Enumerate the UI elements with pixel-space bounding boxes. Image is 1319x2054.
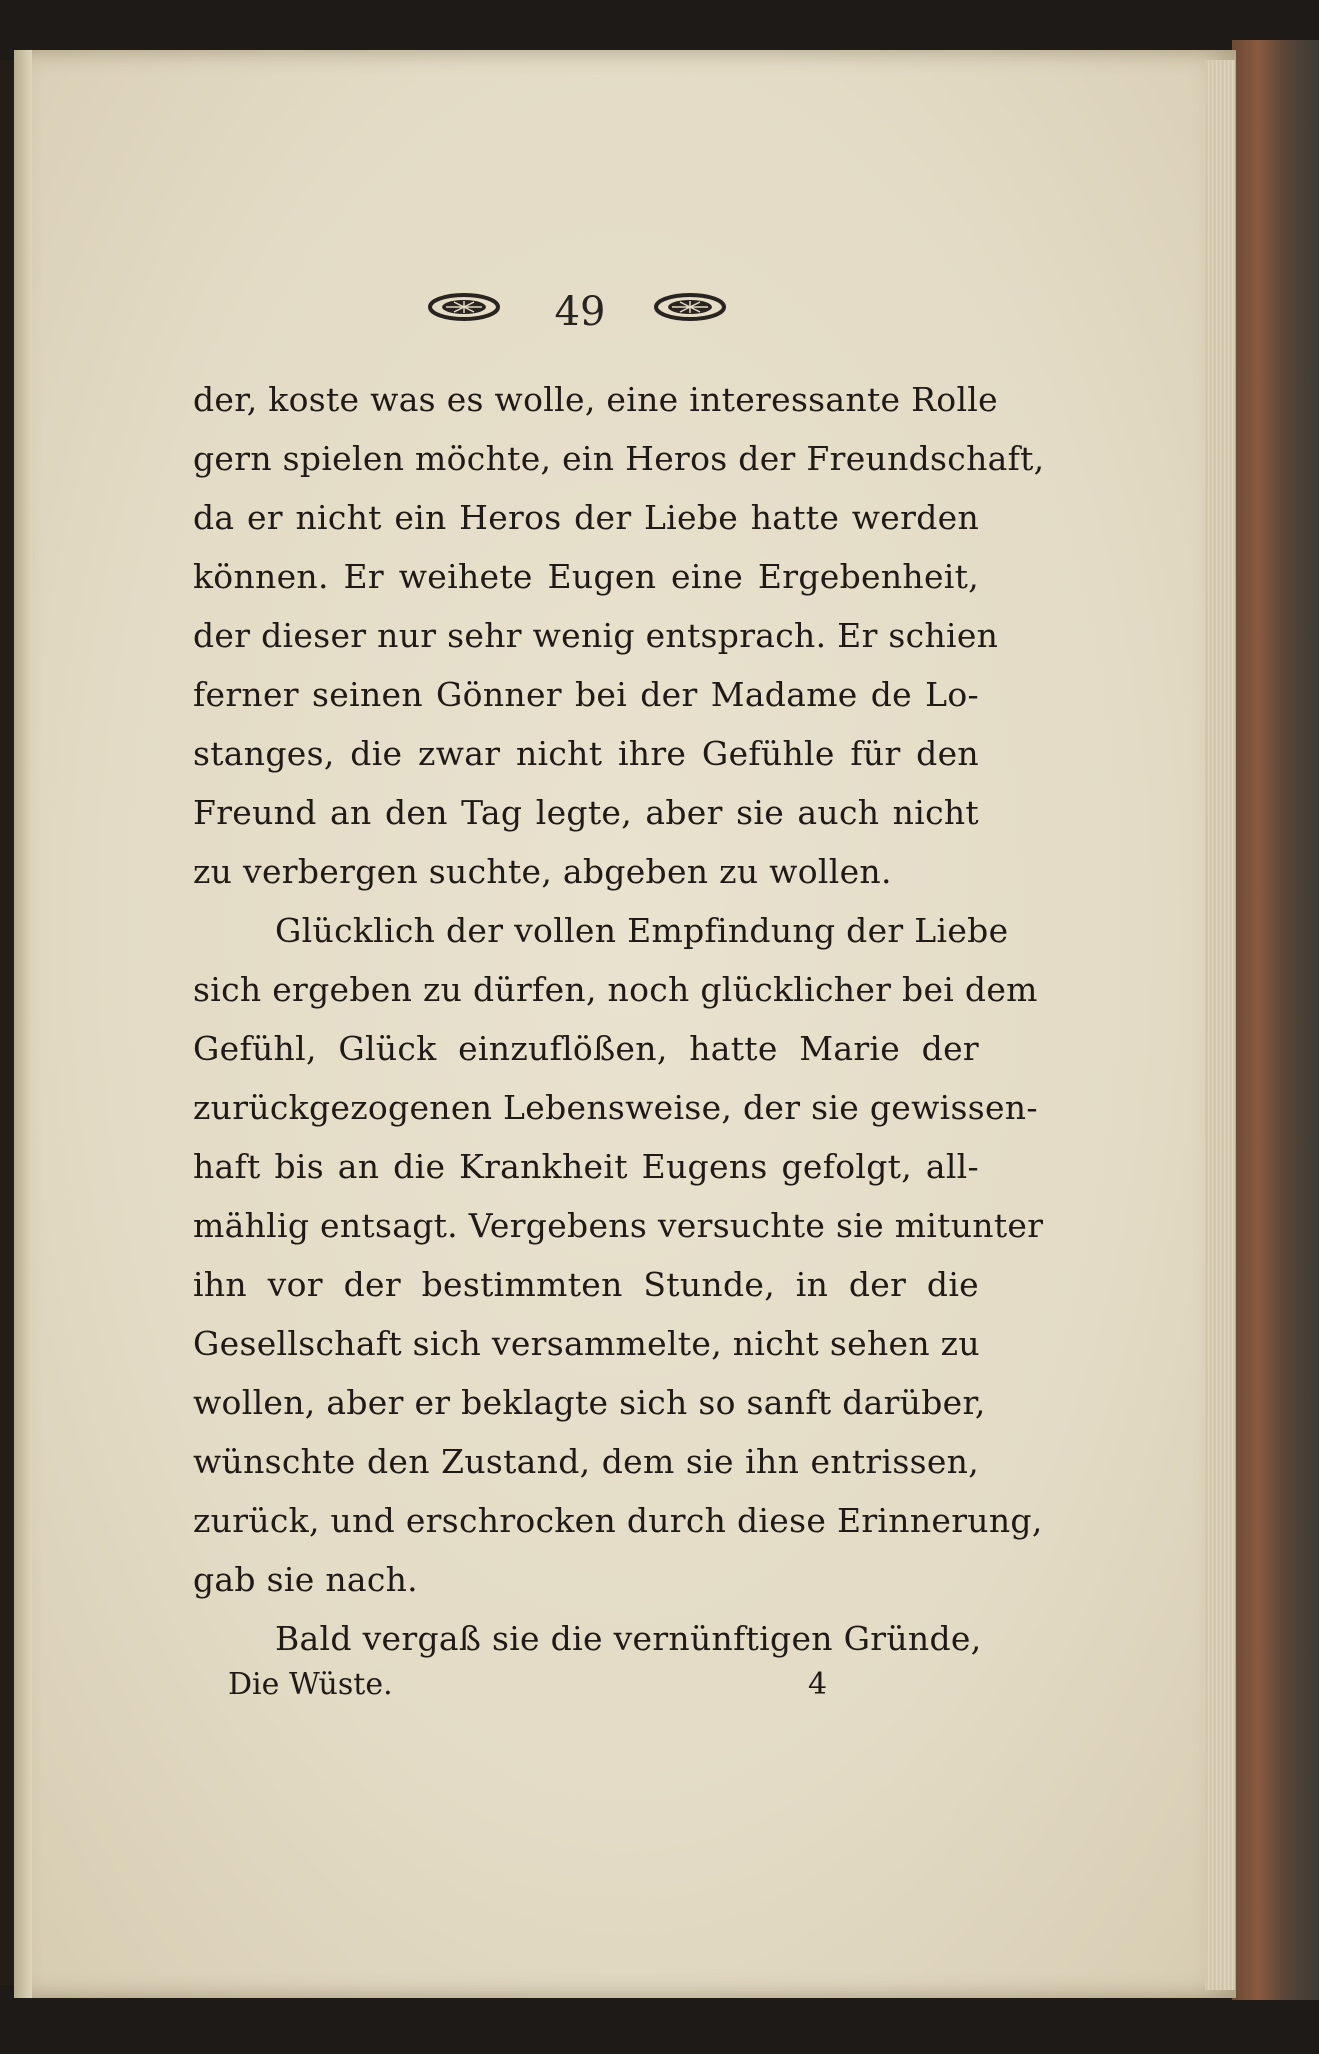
text-line: zu verbergen suchte, abgeben zu wollen. [193,852,892,891]
text-line: zurück, und erschrocken durch diese Erinnerung, [193,1501,1043,1540]
text-line: Gesellschaft sich versammelte, nicht sehen zu [193,1324,980,1363]
text-line: gern spielen möchte, ein Heros der Freundschaft, [193,439,1045,478]
signature-mark: Die Wüste. [228,1667,393,1702]
sheet-number: 4 [808,1667,828,1702]
text-line: da er nicht ein Heros der Liebe hatte werden [193,498,979,537]
text-line: Freund an den Tag legte, aber sie auch nicht [193,793,979,832]
text-line: sich ergeben zu dürfen, noch glücklicher bei dem [193,970,1038,1009]
text-line: der dieser nur sehr wenig entsprach. Er schien [193,616,999,655]
page-gutter [14,50,32,1998]
text-line: der, koste was es wolle, eine interessante Rolle [193,380,998,419]
page-number: 49 [554,289,606,335]
ornament-right-icon [654,292,726,322]
body-text [193,370,1045,1668]
text-line: wünschte den Zustand, dem sie ihn entrissen, [193,1442,979,1481]
page-edges [1205,60,1235,1990]
text-line: Gefühl, Glück einzuflößen, hatte Marie der [193,1029,979,1068]
page-footer [228,1660,828,1710]
text-line: mählig entsagt. Vergebens versuchte sie mitunter [193,1206,1044,1245]
ornament-left-icon [428,292,500,322]
text-line: ihn vor der bestimmten Stunde, in der die [193,1265,979,1304]
text-line: ferner seinen Gönner bei der Madame de Lo- [193,675,979,714]
text-line: zurückgezogenen Lebensweise, der sie gewissen- [193,1088,1038,1127]
text-line: haft bis an die Krankheit Eugens gefolgt, all- [193,1147,979,1186]
text-line: wollen, aber er beklagte sich so sanft darüber, [193,1383,986,1422]
text-line: stanges, die zwar nicht ihre Gefühle für den [193,734,979,773]
text-line: Bald vergaß sie die vernünftigen Gründe, [275,1619,982,1658]
text-line: gab sie nach. [193,1560,418,1599]
text-line: Glücklich der vollen Empfindung der Liebe [275,911,1009,950]
text-line: können. Er weihete Eugen eine Ergebenheit, [193,557,979,596]
running-header [0,282,1319,342]
